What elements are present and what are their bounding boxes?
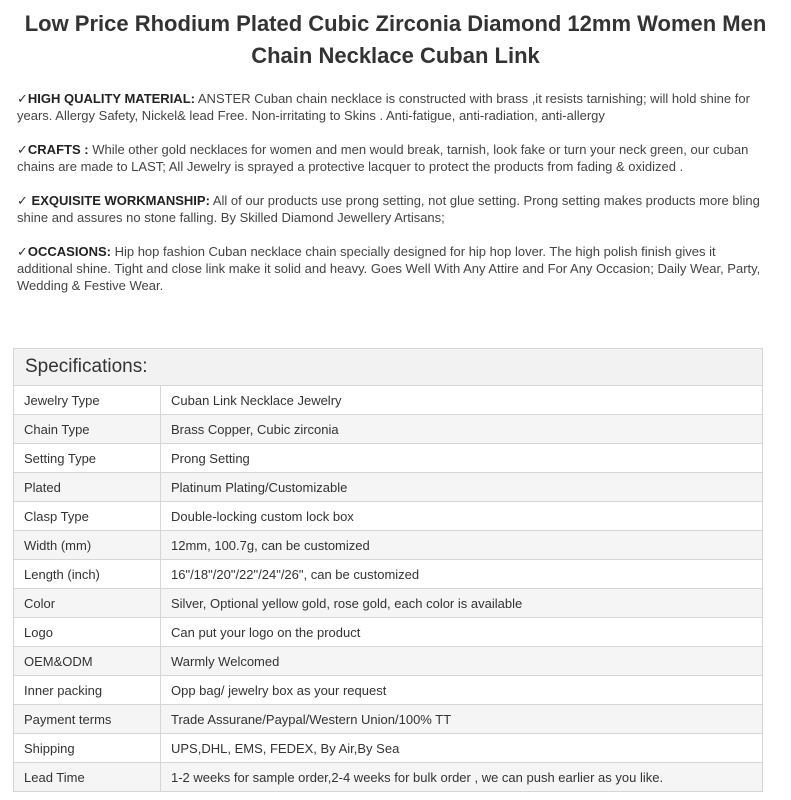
feature-text: Hip hop fashion Cuban necklace chain specially designed for hip hop lover. The high polish finish gives it additional shine. Tight and close link make it solid and heavy. Goes Well With Any Attire and For Any Occasion; Daily Wear, Party, Wedding & Festive Wear.: [17, 244, 761, 293]
spec-key: Color: [14, 589, 161, 618]
feature-text: All of our products use prong setting, not glue setting. Prong setting makes products more bling shine and assures no stone falling. By Skilled Diamond Jewellery Artisans;: [17, 193, 760, 225]
spec-value: 12mm, 100.7g, can be customized: [161, 531, 763, 560]
spec-value: UPS,DHL, EMS, FEDEX, By Air,By Sea: [161, 734, 763, 763]
feature-workmanship: [17, 192, 767, 226]
spec-key: OEM&ODM: [14, 647, 161, 676]
feature-label: CRAFTS :: [27, 142, 89, 157]
feature-list: [17, 90, 767, 311]
spec-key: Length (inch): [14, 560, 161, 589]
feature-label: HIGH QUALITY MATERIAL:: [27, 91, 195, 106]
table-row: [14, 763, 763, 792]
table-row: [14, 386, 763, 415]
spec-key: Width (mm): [14, 531, 161, 560]
checkmark-icon: ✓: [17, 142, 28, 157]
spec-value: Trade Assurane/Paypal/Western Union/100% TT: [161, 705, 763, 734]
table-row: [14, 676, 763, 705]
table-row: [14, 502, 763, 531]
page-title: Low Price Rhodium Plated Cubic Zirconia Diamond 12mm Women Men Chain Necklace Cuban Link: [24, 11, 767, 68]
table-row: [14, 618, 763, 647]
table-row: [14, 560, 763, 589]
specifications-heading: Specifications:: [14, 349, 763, 386]
spec-key: Setting Type: [14, 444, 161, 473]
spec-value: Brass Copper, Cubic zirconia: [161, 415, 763, 444]
spec-value: 16"/18"/20"/22"/24"/26", can be customized: [161, 560, 763, 589]
spec-key: Lead Time: [14, 763, 161, 792]
spec-value: Warmly Welcomed: [161, 647, 763, 676]
checkmark-icon: ✓: [17, 91, 28, 106]
feature-material: [17, 90, 767, 124]
spec-key: Shipping: [14, 734, 161, 763]
spec-value: 1-2 weeks for sample order,2-4 weeks for bulk order , we can push earlier as you like.: [161, 763, 763, 792]
spec-key: Logo: [14, 618, 161, 647]
table-row: [14, 734, 763, 763]
spec-value: Prong Setting: [161, 444, 763, 473]
feature-occasions: [17, 243, 767, 294]
spec-value: Platinum Plating/Customizable: [161, 473, 763, 502]
spec-value: Opp bag/ jewelry box as your request: [161, 676, 763, 705]
checkmark-icon: ✓: [17, 244, 28, 259]
table-row: [14, 647, 763, 676]
specifications-header-row: [14, 349, 763, 386]
spec-value: Silver, Optional yellow gold, rose gold, each color is available: [161, 589, 763, 618]
table-row: [14, 444, 763, 473]
checkmark-icon: ✓: [17, 193, 28, 208]
spec-value: Can put your logo on the product: [161, 618, 763, 647]
feature-text: While other gold necklaces for women and men would break, tarnish, look fake or turn your neck green, our cuban chains are made to LAST; All Jewelry is sprayed a protective lacquer to protect the products from fading & oxidized .: [17, 142, 749, 174]
feature-label: OCCASIONS:: [27, 244, 111, 259]
spec-key: Chain Type: [14, 415, 161, 444]
spec-value: Double-locking custom lock box: [161, 502, 763, 531]
table-row: [14, 415, 763, 444]
feature-crafts: [17, 141, 767, 175]
feature-label: EXQUISITE WORKMANSHIP:: [27, 193, 210, 208]
table-row: [14, 589, 763, 618]
spec-key: Payment terms: [14, 705, 161, 734]
specifications-table: [13, 348, 763, 792]
table-row: [14, 705, 763, 734]
spec-key: Inner packing: [14, 676, 161, 705]
spec-value: Cuban Link Necklace Jewelry: [161, 386, 763, 415]
table-row: [14, 531, 763, 560]
feature-text: ANSTER Cuban chain necklace is constructed with brass ,it resists tarnishing; will hold shine for years. Allergy Safety, Nickel& lead Free. Non-irritating to Skins . Anti-fatigue, anti-radiation, anti-allergy: [17, 91, 750, 123]
spec-key: Jewelry Type: [14, 386, 161, 415]
spec-key: Plated: [14, 473, 161, 502]
spec-key: Clasp Type: [14, 502, 161, 531]
table-row: [14, 473, 763, 502]
